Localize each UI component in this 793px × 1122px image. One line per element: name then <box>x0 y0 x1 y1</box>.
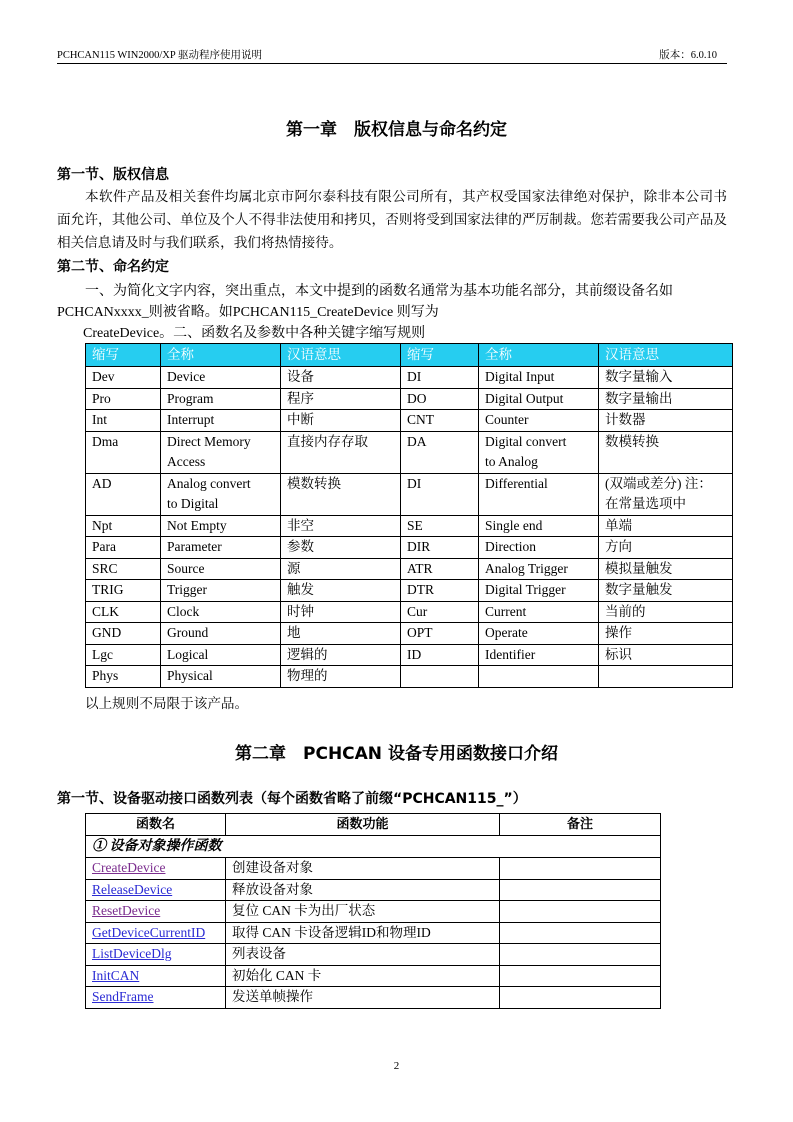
meaning-cell <box>599 515 733 537</box>
abbreviation-cell <box>401 644 479 666</box>
function-row <box>86 965 661 987</box>
full-name-cell <box>479 410 599 432</box>
abbr-header-cell: 汉语意思 <box>599 344 733 367</box>
function-name-cell <box>86 922 226 944</box>
abbreviation-row <box>86 558 733 580</box>
abbreviation-cell-text: Dma <box>92 433 119 449</box>
abbreviation-cell-text: Para <box>92 539 116 554</box>
full-name-cell <box>161 388 281 410</box>
full-name-cell <box>161 623 281 645</box>
full-name-cell-text: Not Empty <box>167 517 227 533</box>
function-description-cell: 释放设备对象 <box>226 879 500 901</box>
abbreviation-cell <box>86 410 161 432</box>
meaning-cell-text: 程序 <box>287 390 314 406</box>
meaning-cell <box>281 410 401 432</box>
full-name-cell <box>161 537 281 559</box>
copyright-text-line: 本软件产品及相关套件均属北京市阿尔泰科技有限公司所有，其产权受国家法律绝对保护，除非本公司书 <box>85 189 727 204</box>
function-name-header: 函数名 <box>86 814 226 836</box>
full-name-cell <box>479 431 599 473</box>
abbreviation-cell <box>401 367 479 389</box>
meaning-cell <box>599 537 733 559</box>
full-name-cell-text: Digital Input <box>485 369 555 384</box>
function-remark-cell <box>500 987 661 1009</box>
abbreviation-row <box>86 666 733 688</box>
function-description-cell: 发送单帧操作 <box>226 987 500 1009</box>
meaning-cell <box>281 666 401 688</box>
meaning-cell-text: (双端或差分) 注： <box>605 475 712 491</box>
meaning-cell-text: 设备 <box>287 369 314 384</box>
abbreviation-row <box>86 367 733 389</box>
function-description-cell: 创建设备对象 <box>226 858 500 880</box>
abbreviation-note: 以上规则不局限于该产品。 <box>85 696 249 711</box>
document-title: PCHCAN115 WIN2000/XP 驱动程序使用说明 <box>57 50 262 61</box>
function-name-cell <box>86 987 226 1009</box>
function-remark-cell <box>500 901 661 923</box>
abbreviation-cell-text: DTR <box>407 582 434 597</box>
abbr-header-cell: 全称 <box>479 344 599 367</box>
full-name-cell-text: Trigger <box>167 582 208 597</box>
meaning-cell <box>281 367 401 389</box>
abbreviation-cell-text: SRC <box>92 560 118 576</box>
abbreviation-cell-text: SE <box>407 517 423 533</box>
abbreviation-cell-text: CLK <box>92 603 119 619</box>
full-name-cell <box>479 515 599 537</box>
full-name-cell-text: Physical <box>167 668 213 683</box>
abbreviation-cell-text: Pro <box>92 390 111 406</box>
abbreviation-cell <box>86 367 161 389</box>
abbreviation-row <box>86 515 733 537</box>
meaning-cell-text: 逻辑的 <box>287 646 328 662</box>
full-name-cell-text: Digital convert <box>485 433 567 449</box>
full-name-cell-text: Access <box>167 454 206 469</box>
meaning-cell-text: 地 <box>287 625 301 640</box>
abbr-header-cell: 汉语意思 <box>281 344 401 367</box>
abbreviation-cell <box>86 515 161 537</box>
abbreviation-cell <box>86 666 161 688</box>
function-row <box>86 922 661 944</box>
full-name-cell-text: Digital Trigger <box>485 582 566 597</box>
meaning-cell-text: 触发 <box>287 582 314 597</box>
meaning-cell-text: 操作 <box>605 625 632 640</box>
full-name-cell <box>161 644 281 666</box>
meaning-cell <box>599 644 733 666</box>
abbreviation-cell <box>401 666 479 688</box>
full-name-cell <box>161 367 281 389</box>
function-link[interactable]: SendFrame <box>92 989 154 1004</box>
full-name-cell-text: Identifier <box>485 646 536 662</box>
abbreviation-cell-text: DI <box>407 369 422 384</box>
abbreviation-cell <box>86 601 161 623</box>
meaning-cell-text: 模拟量触发 <box>605 560 673 576</box>
meaning-cell-text: 数字量触发 <box>605 582 673 597</box>
naming-text-line: 一、为简化文字内容，突出重点，本文中提到的函数名通常为基本功能名部分，其前缀设备名如 <box>85 284 673 299</box>
full-name-cell <box>479 666 599 688</box>
full-name-cell-text: Counter <box>485 412 529 427</box>
abbreviation-cell-text: Int <box>92 412 107 427</box>
meaning-cell <box>599 473 733 515</box>
full-name-cell <box>479 558 599 580</box>
meaning-cell <box>281 537 401 559</box>
full-name-cell <box>479 388 599 410</box>
naming-text-line: PCHCANxxxx_则被省略。如PCHCAN115_CreateDevice 则写为 <box>57 305 439 320</box>
chapter-2-title: 第二章 PCHCAN 设备专用函数接口介绍 <box>235 744 558 764</box>
function-row <box>86 901 661 923</box>
meaning-cell-text: 非空 <box>287 517 314 533</box>
meaning-cell-text: 数字量输出 <box>605 390 673 406</box>
function-description-cell: 取得 CAN 卡设备逻辑ID和物理ID <box>226 922 500 944</box>
function-link[interactable]: ListDeviceDlg <box>92 946 172 961</box>
function-link[interactable]: GetDeviceCurrentID <box>92 924 206 940</box>
abbreviation-cell-text: Phys <box>92 668 119 683</box>
meaning-cell <box>599 388 733 410</box>
function-group-row <box>86 836 661 858</box>
naming-text-line: CreateDevice。二、函数名及参数中各种关键字缩写规则 <box>83 326 426 341</box>
meaning-cell-text: 当前的 <box>605 603 646 619</box>
abbreviation-cell <box>86 558 161 580</box>
full-name-cell-text: Single end <box>485 517 543 533</box>
meaning-cell-text: 计数器 <box>605 412 646 427</box>
page-number: 2 <box>393 1060 400 1072</box>
meaning-cell-text: 方向 <box>605 539 632 554</box>
meaning-cell-text: 参数 <box>287 539 314 554</box>
function-row <box>86 987 661 1009</box>
full-name-cell <box>161 431 281 473</box>
function-description-cell: 初始化 CAN 卡 <box>226 965 500 987</box>
meaning-cell <box>281 601 401 623</box>
meaning-cell <box>599 623 733 645</box>
abbreviation-cell-text: ATR <box>407 560 433 576</box>
meaning-cell <box>281 431 401 473</box>
full-name-cell <box>479 537 599 559</box>
function-name-cell <box>86 944 226 966</box>
copyright-text-line: 面允许，其他公司、单位及个人不得非法使用和拷贝，否则将受到国家法律的严厉制裁。您若需要我公司产品及 <box>57 212 727 227</box>
abbreviation-cell-text: Dev <box>92 369 115 384</box>
full-name-cell-text: to Analog <box>485 454 538 469</box>
abbreviation-row <box>86 410 733 432</box>
full-name-cell-text: Program <box>167 390 214 406</box>
function-remark-cell <box>500 965 661 987</box>
meaning-cell <box>599 367 733 389</box>
abbreviation-cell-text: OPT <box>407 625 433 640</box>
meaning-cell <box>281 644 401 666</box>
abbreviation-cell <box>401 580 479 602</box>
abbreviation-cell <box>401 431 479 473</box>
function-remark-cell <box>500 858 661 880</box>
abbreviation-cell-text: AD <box>92 475 112 491</box>
abbreviation-cell <box>401 388 479 410</box>
full-name-cell-text: Logical <box>167 646 209 662</box>
full-name-cell <box>479 367 599 389</box>
abbreviation-row <box>86 388 733 410</box>
version-label: 版本：6.0.10 <box>659 50 717 61</box>
abbreviation-cell <box>86 388 161 410</box>
full-name-cell <box>161 473 281 515</box>
meaning-cell-text: 标识 <box>605 646 632 662</box>
abbreviation-cell-text: Npt <box>92 517 113 533</box>
full-name-cell-text: to Digital <box>167 496 219 511</box>
abbreviation-cell <box>86 537 161 559</box>
meaning-cell <box>599 601 733 623</box>
full-name-cell-text: Clock <box>167 603 200 619</box>
meaning-cell <box>599 410 733 432</box>
abbreviation-row <box>86 473 733 515</box>
full-name-cell <box>161 410 281 432</box>
abbreviation-cell <box>86 644 161 666</box>
function-row <box>86 944 661 966</box>
full-name-cell <box>161 515 281 537</box>
function-name-cell <box>86 965 226 987</box>
abbreviation-cell <box>401 558 479 580</box>
meaning-cell <box>599 666 733 688</box>
running-header <box>57 48 727 64</box>
full-name-cell <box>479 623 599 645</box>
full-name-cell-text: Direct Memory <box>167 433 251 449</box>
full-name-cell-text: Ground <box>167 625 209 640</box>
function-description-cell: 列表设备 <box>226 944 500 966</box>
full-name-cell-text: Interrupt <box>167 412 215 427</box>
meaning-cell-text: 模数转换 <box>287 475 341 491</box>
full-name-cell-text: Analog convert <box>167 475 251 491</box>
full-name-cell <box>479 644 599 666</box>
full-name-cell-text: Direction <box>485 539 536 554</box>
function-remark-header: 备注 <box>500 814 661 836</box>
full-name-cell <box>161 580 281 602</box>
abbreviation-cell <box>401 537 479 559</box>
function-name-cell <box>86 879 226 901</box>
full-name-cell-text: Differential <box>485 475 548 491</box>
function-row <box>86 858 661 880</box>
abbreviation-cell <box>86 473 161 515</box>
copyright-text-line: 相关信息请及时与我们联系，我们将热情接待。 <box>57 235 343 250</box>
abbreviation-row <box>86 431 733 473</box>
abbreviation-cell <box>86 431 161 473</box>
full-name-cell-text: Digital Output <box>485 390 564 406</box>
meaning-cell-text: 直接内存存取 <box>287 433 368 449</box>
function-remark-cell <box>500 944 661 966</box>
abbreviation-table-header <box>86 344 733 367</box>
function-description-cell: 复位 CAN 卡为出厂状态 <box>226 901 500 923</box>
meaning-cell-text: 单端 <box>605 517 632 533</box>
abbreviation-row <box>86 644 733 666</box>
meaning-cell <box>281 580 401 602</box>
abbreviation-row <box>86 580 733 602</box>
full-name-cell-text: Operate <box>485 625 528 640</box>
function-remark-cell <box>500 922 661 944</box>
meaning-cell <box>281 623 401 645</box>
abbreviation-cell <box>401 410 479 432</box>
function-name-cell <box>86 901 226 923</box>
meaning-cell <box>599 431 733 473</box>
abbreviation-row <box>86 537 733 559</box>
function-link[interactable]: CreateDevice <box>92 860 166 875</box>
abbreviation-cell <box>401 601 479 623</box>
meaning-cell <box>281 388 401 410</box>
abbreviation-cell-text: DO <box>407 390 427 406</box>
full-name-cell <box>161 601 281 623</box>
full-name-cell <box>161 666 281 688</box>
function-group-title: ① 设备对象操作函数 <box>86 836 661 858</box>
meaning-cell-text: 中断 <box>287 412 314 427</box>
meaning-cell-text: 数字量输入 <box>605 369 673 384</box>
meaning-cell-text: 在常量选项中 <box>605 496 686 511</box>
abbr-header-cell: 全称 <box>161 344 281 367</box>
abbreviation-table <box>85 343 733 688</box>
abbreviation-cell-text: DI <box>407 475 422 491</box>
abbreviation-cell-text: CNT <box>407 412 434 427</box>
function-table-header <box>86 814 661 836</box>
meaning-cell <box>281 473 401 515</box>
full-name-cell-text: Current <box>485 603 527 619</box>
function-description-header: 函数功能 <box>226 814 500 836</box>
full-name-cell-text: Analog Trigger <box>485 560 568 576</box>
abbreviation-cell <box>86 623 161 645</box>
full-name-cell <box>479 580 599 602</box>
abbr-header-cell: 缩写 <box>86 344 161 367</box>
abbreviation-cell-text: GND <box>92 625 122 640</box>
full-name-cell <box>161 558 281 580</box>
function-table <box>85 813 661 1009</box>
abbr-header-cell: 缩写 <box>401 344 479 367</box>
abbreviation-cell <box>401 515 479 537</box>
abbreviation-cell <box>401 473 479 515</box>
section-function-list-heading: 第一节、设备驱动接口函数列表（每个函数省略了前缀“PCHCAN115_”） <box>57 791 527 807</box>
abbreviation-cell <box>86 580 161 602</box>
meaning-cell-text: 物理的 <box>287 668 328 683</box>
section-naming-heading: 第二节、命名约定 <box>57 259 169 275</box>
full-name-cell <box>479 601 599 623</box>
abbreviation-cell-text: TRIG <box>92 582 124 597</box>
full-name-cell-text: Source <box>167 560 205 576</box>
meaning-cell-text: 源 <box>287 560 301 576</box>
function-link[interactable]: InitCAN <box>92 967 140 983</box>
chapter-1-title: 第一章 版权信息与命名约定 <box>286 120 507 140</box>
meaning-cell <box>599 580 733 602</box>
meaning-cell-text: 数模转换 <box>605 433 659 449</box>
full-name-cell <box>479 473 599 515</box>
abbreviation-row <box>86 601 733 623</box>
abbreviation-cell-text: DA <box>407 433 427 449</box>
meaning-cell <box>599 558 733 580</box>
function-remark-cell <box>500 879 661 901</box>
meaning-cell <box>281 558 401 580</box>
meaning-cell <box>281 515 401 537</box>
meaning-cell-text: 时钟 <box>287 603 314 619</box>
abbreviation-cell <box>401 623 479 645</box>
function-link[interactable]: ReleaseDevice <box>92 881 173 897</box>
function-name-cell <box>86 858 226 880</box>
abbreviation-cell-text: DIR <box>407 539 431 554</box>
abbreviation-row <box>86 623 733 645</box>
section-copyright-heading: 第一节、版权信息 <box>57 167 169 183</box>
full-name-cell-text: Device <box>167 369 206 384</box>
abbreviation-cell-text: Lgc <box>92 646 113 662</box>
abbreviation-cell-text: Cur <box>407 603 428 619</box>
abbreviation-cell-text: ID <box>407 646 422 662</box>
function-row <box>86 879 661 901</box>
full-name-cell-text: Parameter <box>167 539 222 554</box>
function-link[interactable]: ResetDevice <box>92 903 161 918</box>
